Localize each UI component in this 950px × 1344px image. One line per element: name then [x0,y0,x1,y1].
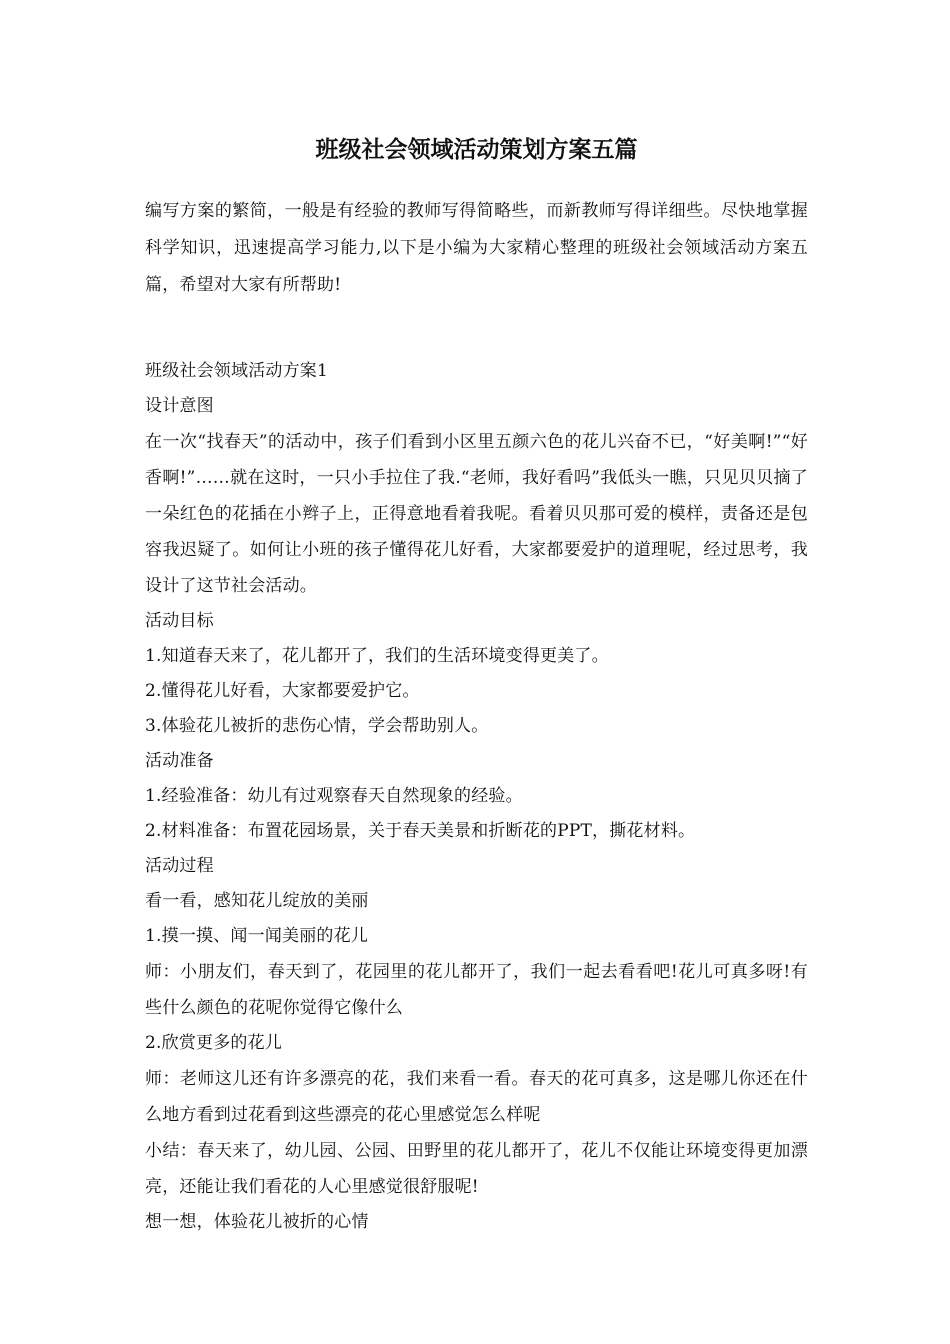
teacher-dialogue: 师：老师这儿还有许多漂亮的花，我们来看一看。春天的花可真多，这是哪儿你还在什么地方看到过花看到这些漂亮的花心里感觉怎么样呢 [145,1069,808,1125]
prep-item: 2.材料准备：布置花园场景，关于春天美景和折断花的PPT，撕花材料。 [145,821,696,841]
goal-item: 3.体验花儿被折的悲伤心情，学会帮助别人。 [145,716,489,736]
process-step: 2.欣赏更多的花儿 [145,1033,283,1053]
design-paragraph: 在一次“找春天”的活动中，孩子们看到小区里五颜六色的花儿兴奋不已，“好美啊!”“好香啊!”……就在这时，一只小手拉住了我.“老师，我好看吗”我低头一瞧，只见贝贝摘了一朵红色的花插在小辫子上，正得意地看着我呢。看着贝贝那可爱的模样，责备还是包容我迟疑了。如何让小班的孩子懂得花儿好看，大家都要爱护的道理呢，经过思考，我设计了这节社会活动。 [145,432,808,596]
process-subheading: 想一想，体验花儿被折的心情 [145,1212,369,1232]
summary-paragraph: 小结：春天来了，幼儿园、公园、田野里的花儿都开了，花儿不仅能让环境变得更加漂亮，还能让我们看花的人心里感觉很舒服呢! [145,1141,808,1197]
prep-item: 1.经验准备：幼儿有过观察春天自然现象的经验。 [145,786,523,806]
document-title: 班级社会领域活动策划方案五篇 [315,137,638,163]
section-heading: 班级社会领域活动方案1 [145,361,329,381]
process-heading: 活动过程 [145,856,214,876]
goal-item: 2.懂得花儿好看，大家都要爱护它。 [145,681,420,701]
goals-heading: 活动目标 [145,611,214,631]
prep-heading: 活动准备 [145,751,214,771]
document-page [145,125,808,1240]
design-heading: 设计意图 [145,396,214,416]
intro-paragraph: 编写方案的繁简，一般是有经验的教师写得简略些，而新教师写得详细些。尽快地掌握科学知识，迅速提高学习能力,以下是小编为大家精心整理的班级社会领域活动方案五篇，希望对大家有所帮助! [145,201,808,295]
process-subheading: 看一看，感知花儿绽放的美丽 [145,891,369,911]
process-step: 1.摸一摸、闻一闻美丽的花儿 [145,926,369,946]
goal-item: 1.知道春天来了，花儿都开了，我们的生活环境变得更美了。 [145,646,609,666]
teacher-dialogue: 师：小朋友们，春天到了，花园里的花儿都开了，我们一起去看看吧!花儿可真多呀!有些什么颜色的花呢你觉得它像什么 [145,962,808,1018]
